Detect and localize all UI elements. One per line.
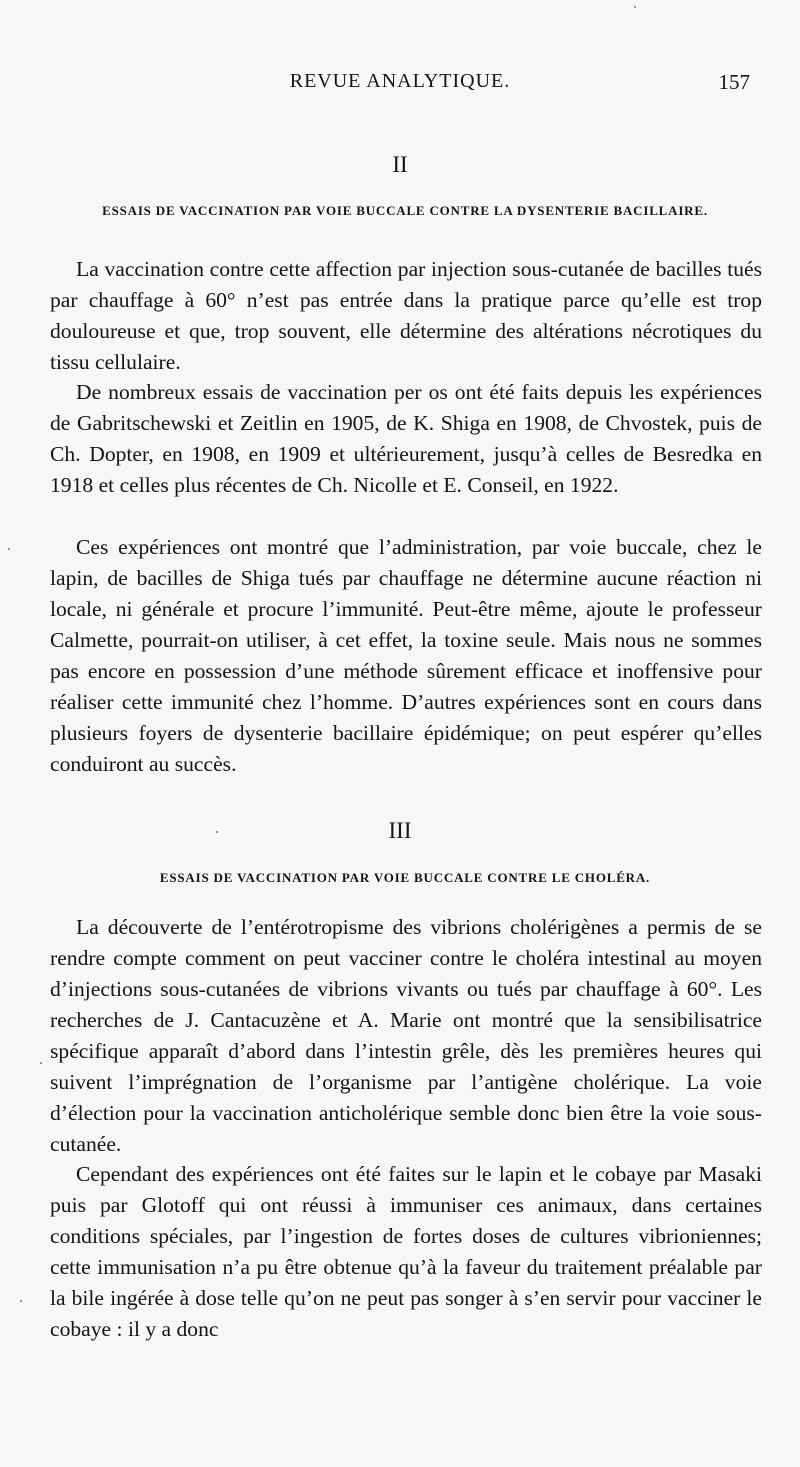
paragraph: Ces expériences ont montré que l’administration, par voie buccale, chez le lapin, de bacilles de Shiga tués par chauffage ne détermine aucune réaction ni locale, ni générale et procure l’immunité. Peut-être même, ajoute le professeur Calmette, pourrait-on utiliser, à cet effet, la toxine seule. Mais nous ne sommes pas encore en possession d’une méthode sûrement efficace et inoffensive pour réaliser cette immunité chez l’homme. D’autres expériences sont en cours dans plusieurs foyers de dysenterie bacillaire épidémique; on peut espérer qu’elles conduiront au succès. [50, 535, 762, 776]
section-title: ESSAIS DE VACCINATION PAR VOIE BUCCALE CONTRE LE CHOLÉRA. [159, 870, 651, 885]
running-title: REVUE ANALYTIQUE. [289, 70, 511, 92]
section-number: II [392, 152, 408, 177]
section-title: ESSAIS DE VACCINATION PAR VOIE BUCCALE CONTRE LA DYSENTERIE BACILLAIRE. [102, 203, 708, 218]
scan-speck [8, 548, 10, 550]
paragraph: Cependant des expériences ont été faites sur le lapin et le cobaye par Masaki puis par Glotoff qui ont réussi à immuniser ces animaux, dans certaines conditions spéciales, par l’ingestion de fortes doses de cultures vibrioniennes; cette immunisation n’a pu être obtenue qu’à la faveur du traitement préalable par la bile ingérée à dose telle qu’on ne peut pas songer à s’en servir pour vacciner le cobaye : il y a donc [50, 1162, 762, 1341]
scan-speck [20, 1300, 22, 1302]
scan-speck [216, 831, 218, 833]
paragraph: De nombreux essais de vaccination per os ont été faits depuis les expériences de Gabritschewski et Zeitlin en 1905, de K. Shiga en 1908, de Chvostek, puis de Ch. Dopter, en 1908, en 1909 et ultérieurement, jusqu’à celles de Besredka en 1918 et celles plus récentes de Ch. Nicolle et E. Conseil, en 1922. [50, 380, 762, 497]
paragraph: La vaccination contre cette affection par injection sous-cutanée de bacilles tués par chauffage à 60° n’est pas entrée dans la pratique parce qu’elle est trop douloureuse et que, trop souvent, elle détermine des altérations nécrotiques du tissu cellulaire. [50, 257, 762, 374]
section-number: III [388, 818, 412, 843]
paragraph: La découverte de l’entérotropisme des vibrions cholérigènes a permis de se rendre compte comment on peut vacciner contre le choléra intestinal au moyen d’injections sous-cutanées de vibrions vivants ou tués par chauffage à 60°. Les recherches de J. Cantacuzène et A. Marie ont montré que la sensibilisatrice spécifique apparaît d’abord dans l’intestin grêle, dès les premières heures qui suivent l’imprégnation de l’organisme par l’antigène cholérique. La voie d’élection pour la vaccination anticholérique semble donc bien être la voie sous-cutanée. [50, 915, 762, 1156]
scan-speck [634, 6, 636, 8]
page-number: 157 [718, 70, 750, 94]
scan-speck [40, 1062, 42, 1064]
